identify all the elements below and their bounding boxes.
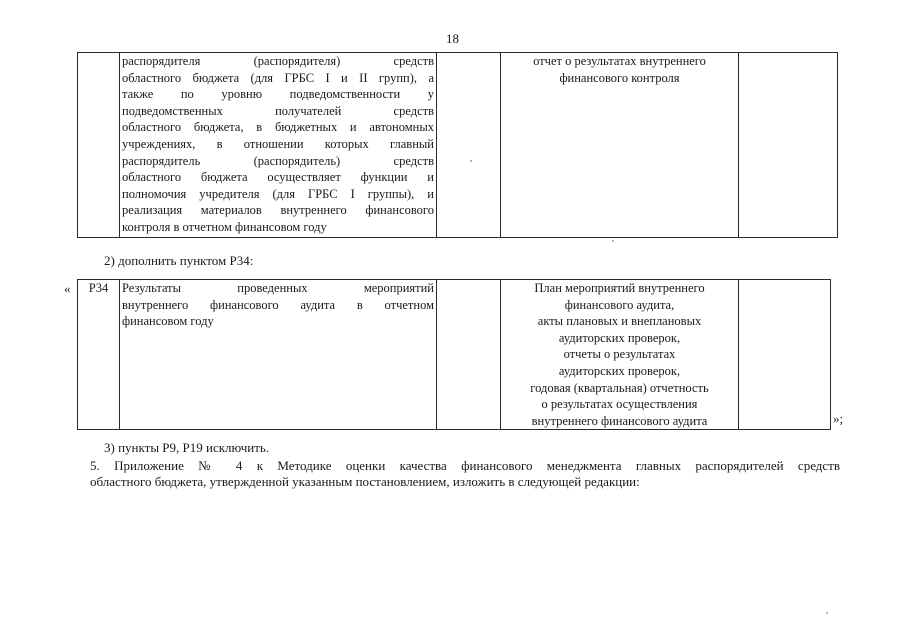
source-text-line: финансового аудита, <box>564 297 675 312</box>
page-number: 18 <box>446 31 459 46</box>
table-row <box>78 53 838 238</box>
source-text-line: о результатах осуществления <box>541 397 698 412</box>
source-text-line: финансового контроля <box>559 70 680 85</box>
source-text-line: годовая (квартальная) отчетность <box>530 380 709 395</box>
indicator-text-line: реализация материалов внутреннего финансового <box>122 203 434 218</box>
indicator-text-line: областного бюджета (для ГРБС I и II групп), а <box>122 70 434 85</box>
source-text-line: отчеты о результатах <box>563 347 676 362</box>
continued-table <box>77 52 838 238</box>
indicator-text-line: Результаты проведенных мероприятий <box>122 281 434 295</box>
source-text-line: отчет о результатах внутреннего <box>533 54 706 68</box>
source-text-line: аудиторских проверок, <box>558 363 681 378</box>
paragraph-item-2: 2) дополнить пунктом Р34: <box>104 253 254 268</box>
source-text-line: внутреннего финансового аудита <box>531 413 708 428</box>
table-cell-empty <box>437 280 501 430</box>
table-row <box>78 280 831 430</box>
indicator-text-line: контроля в отчетном финансовом году <box>122 219 327 234</box>
source-text-line: акты плановых и внеплановых <box>537 314 702 329</box>
indicator-text-line: также по уровню подведомственности у <box>122 87 434 102</box>
scan-speck <box>470 160 472 162</box>
scan-speck <box>612 240 614 242</box>
table-cell-code: Р34 <box>78 280 120 430</box>
new-item-table <box>77 279 831 430</box>
indicator-text-line: полномочия учредителя (для ГРБС I группы), и <box>122 186 434 201</box>
indicator-text-line: финансовом году <box>122 314 214 329</box>
source-text-line: аудиторских проверок, <box>558 330 681 345</box>
indicator-text-line: областного бюджета осуществляет функции и <box>122 170 434 185</box>
source-text-line: План мероприятий внутреннего <box>534 281 705 295</box>
indicator-text-line: распорядителя (распорядителя) средств <box>122 54 434 68</box>
closing-quote: »; <box>833 411 844 426</box>
table-cell-code <box>78 53 120 238</box>
indicator-text-line: учреждениях, в отношении которых главный <box>122 136 434 151</box>
table-cell-empty <box>437 53 501 238</box>
table-cell-source <box>501 280 739 430</box>
paragraph-item-5-line-2: областного бюджета, утвержденной указанным постановлением, изложить в следующей редакции: <box>90 474 640 489</box>
table-cell-indicator <box>120 280 437 430</box>
paragraph-item-3: 3) пункты Р9, Р19 исключить. <box>104 440 270 455</box>
table-cell-empty <box>739 53 838 238</box>
indicator-text-line: распорядитель (распорядитель) средств <box>122 153 434 168</box>
table-cell-source <box>501 53 739 238</box>
indicator-text-line: подведомственных получателей средств <box>122 103 434 118</box>
scan-speck <box>826 612 828 614</box>
indicator-text-line: внутреннего финансового аудита в отчетном <box>122 297 434 312</box>
opening-quote: « <box>64 281 71 296</box>
paragraph-item-5-line-1: 5. Приложение № 4 к Методике оценки качества финансового менеджмента главных распорядителей средств <box>90 458 840 473</box>
table-cell-empty <box>739 280 831 430</box>
indicator-text-line: областного бюджета, в бюджетных и автономных <box>122 120 434 135</box>
table-cell-indicator <box>120 53 437 238</box>
